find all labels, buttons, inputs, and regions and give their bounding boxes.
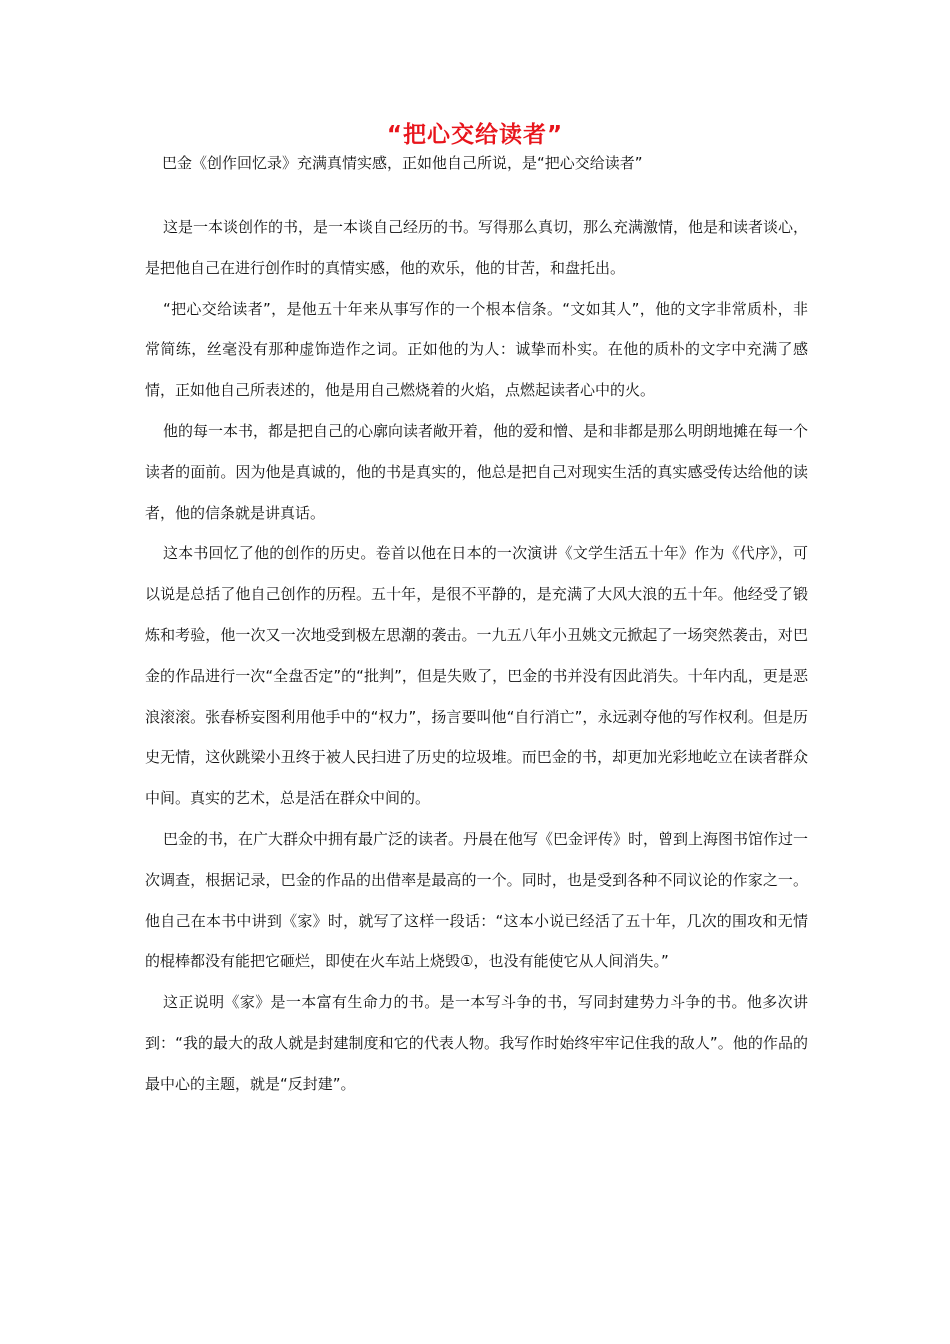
paragraph: 他的每一本书，都是把自己的心廓向读者敞开着，他的爱和憎、是和非都是那么明朗地摊在每一个读者的面前。因为他是真诚的，他的书是真实的，他总是把自己对现实生活的真实感受传达给他的读者，他的信条就是讲真话。 [145,421,809,522]
document-title: “把心交给读者” [386,122,564,148]
paragraph: “把心交给读者”，是他五十年来从事写作的一个根本信条。“文如其人”，他的文字非常质朴，非常简练，丝毫没有那种虚饰造作之词。正如他的为人：诚挚而朴实。在他的质朴的文字中充满了感情，正如他自己所表述的，他是用自己燃烧着的火焰，点燃起读者心中的火。 [145,299,808,400]
paragraph: 这本书回忆了他的创作的历史。卷首以他在日本的一次演讲《文学生活五十年》作为《代序》，可以说是总括了他自己创作的历程。五十年，是很不平静的，是充满了大风大浪的五十年。他经受了锻炼和考验，他一次又一次地受到极左思潮的袭击。一九五八年小丑姚文元掀起了一场突然袭击，对巴金的作品进行一次“全盘否定”的“批判”，但是失败了，巴金的书并没有因此消失。十年内乱，更是恶浪滚滚。张春桥妄图利用他手中的“权力”，扬言要叫他“自行消亡”，永远剥夺他的写作权利。但是历史无情，这伙跳梁小丑终于被人民扫进了历史的垃圾堆。而巴金的书，却更加光彩地屹立在读者群众中间。真实的艺术，总是活在群众中间的。 [145,544,808,808]
paragraph: 巴金的书，在广大群众中拥有最广泛的读者。丹晨在他写《巴金评传》时，曾到上海图书馆作过一次调查，根据记录，巴金的作品的出借率是最高的一个。同时，也是受到各种不同议论的作家之一。他自己在本书中讲到《家》时，就写了这样一段话：“这本小说已经活了五十年，几次的围攻和无情的棍棒都没有能把它砸烂，即使在火车站上烧毁①，也没有能使它从人间消失。” [145,829,809,971]
paragraph: 这正说明《家》是一本富有生命力的书。是一本写斗争的书，写同封建势力斗争的书。他多次讲到：“我的最大的敌人就是封建制度和它的代表人物。我写作时始终牢牢记住我的敌人”。他的作品的最中心的主题，就是“反封建”。 [145,993,808,1093]
document-subtitle: 巴金《创作回忆录》充满真情实感，正如他自己所说，是“把心交给读者” [162,154,643,172]
document-body [145,207,808,1105]
paragraph: 这是一本谈创作的书，是一本谈自己经历的书。写得那么真切，那么充满激情，他是和读者谈心，是把他自己在进行创作时的真情实感，他的欢乐，他的甘苦，和盘托出。 [145,218,809,277]
